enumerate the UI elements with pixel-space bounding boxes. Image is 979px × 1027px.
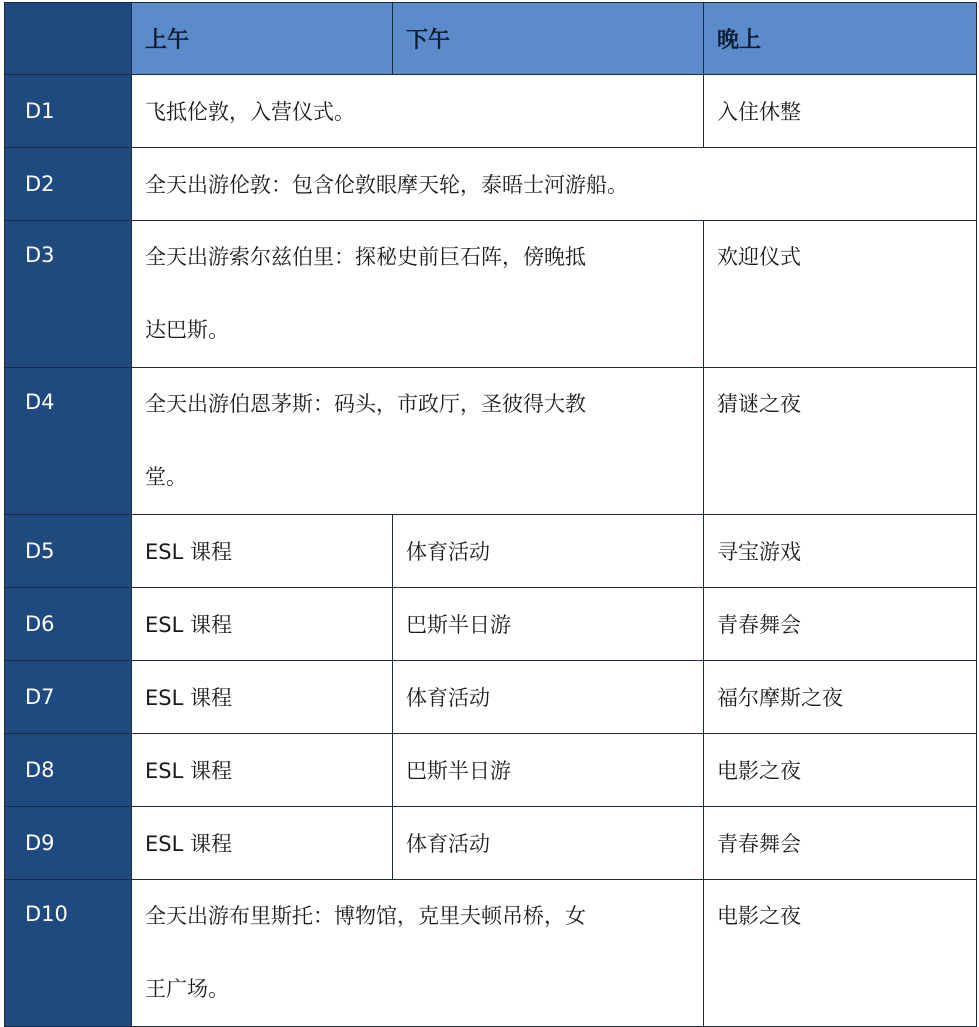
daytime-activity: 飞抵伦敦，入营仪式。 xyxy=(132,75,704,148)
day-label: D6 xyxy=(5,588,132,661)
afternoon-activity: 体育活动 xyxy=(393,515,704,588)
evening-activity: 电影之夜 xyxy=(704,880,977,1027)
table-row xyxy=(5,880,977,1027)
morning-activity: ESL 课程 xyxy=(132,734,393,807)
afternoon-activity: 体育活动 xyxy=(393,807,704,880)
header-afternoon: 下午 xyxy=(393,3,704,75)
itinerary-table xyxy=(4,2,977,1027)
header-corner-cell xyxy=(5,3,132,75)
evening-activity: 欢迎仪式 xyxy=(704,221,977,368)
day-label: D1 xyxy=(5,75,132,148)
table-row xyxy=(5,75,977,148)
day-label: D4 xyxy=(5,368,132,515)
morning-activity: ESL 课程 xyxy=(132,807,393,880)
table-row xyxy=(5,588,977,661)
evening-activity: 青春舞会 xyxy=(704,588,977,661)
day-label: D3 xyxy=(5,221,132,368)
day-label: D5 xyxy=(5,515,132,588)
header-row xyxy=(5,3,977,75)
table-row xyxy=(5,807,977,880)
evening-activity: 猜谜之夜 xyxy=(704,368,977,515)
daytime-activity-line1: 全天出游伯恩茅斯：码头，市政厅，圣彼得大教 xyxy=(145,392,586,416)
day-label: D7 xyxy=(5,661,132,734)
daytime-activity xyxy=(132,221,704,368)
table-row xyxy=(5,368,977,515)
evening-activity: 入住休整 xyxy=(704,75,977,148)
daytime-activity-line2: 王广场。 xyxy=(145,977,229,1001)
daytime-activity-line1: 全天出游索尔兹伯里：探秘史前巨石阵，傍晚抵 xyxy=(145,245,586,269)
daytime-activity-line2: 达巴斯。 xyxy=(145,318,229,342)
day-label: D10 xyxy=(5,880,132,1027)
daytime-activity-line1: 全天出游布里斯托：博物馆，克里夫顿吊桥，女 xyxy=(145,904,586,928)
evening-activity: 青春舞会 xyxy=(704,807,977,880)
table-row xyxy=(5,148,977,221)
afternoon-activity: 体育活动 xyxy=(393,661,704,734)
morning-activity: ESL 课程 xyxy=(132,515,393,588)
afternoon-activity: 巴斯半日游 xyxy=(393,588,704,661)
afternoon-activity: 巴斯半日游 xyxy=(393,734,704,807)
day-label: D8 xyxy=(5,734,132,807)
fullday-activity: 全天出游伦敦：包含伦敦眼摩天轮，泰晤士河游船。 xyxy=(132,148,977,221)
morning-activity: ESL 课程 xyxy=(132,661,393,734)
header-morning: 上午 xyxy=(132,3,393,75)
daytime-activity xyxy=(132,880,704,1027)
evening-activity: 电影之夜 xyxy=(704,734,977,807)
morning-activity: ESL 课程 xyxy=(132,588,393,661)
daytime-activity xyxy=(132,368,704,515)
table-row xyxy=(5,515,977,588)
header-evening: 晚上 xyxy=(704,3,977,75)
day-label: D9 xyxy=(5,807,132,880)
evening-activity: 福尔摩斯之夜 xyxy=(704,661,977,734)
table-row xyxy=(5,221,977,368)
evening-activity: 寻宝游戏 xyxy=(704,515,977,588)
table-row xyxy=(5,734,977,807)
daytime-activity-line2: 堂。 xyxy=(145,465,187,489)
table-row xyxy=(5,661,977,734)
day-label: D2 xyxy=(5,148,132,221)
